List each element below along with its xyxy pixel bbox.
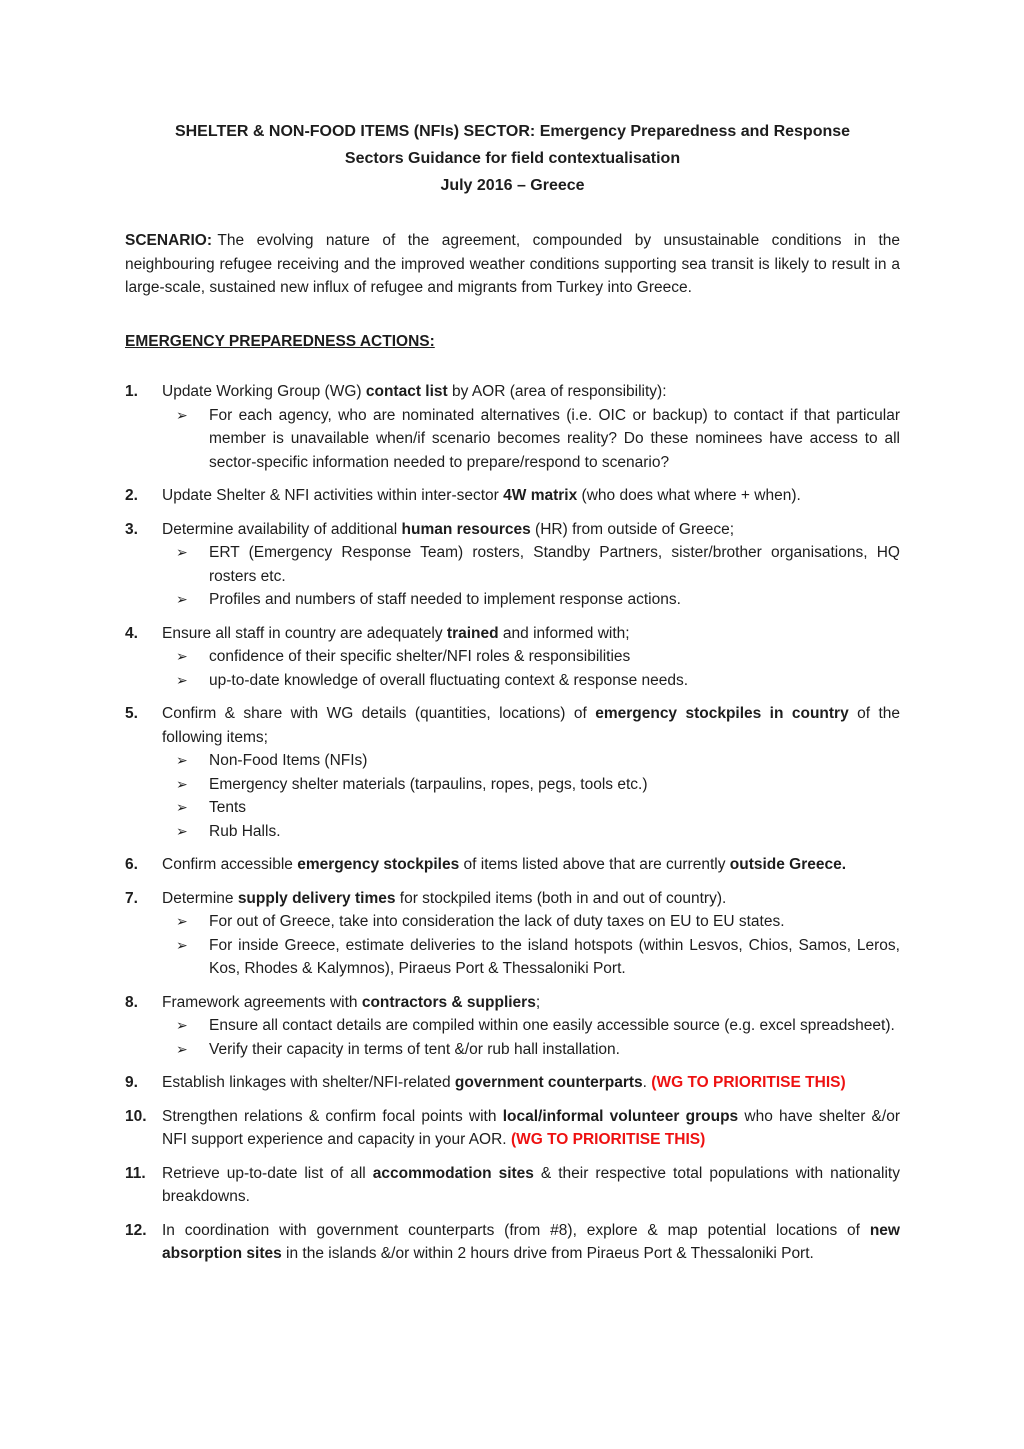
action-number: 2. [125, 487, 138, 504]
text-run: ; [535, 993, 541, 1011]
bullet-item [176, 645, 900, 669]
text-run: of items listed above that are currently [459, 856, 730, 873]
action-body [162, 518, 900, 612]
arrowhead-right-icon: ➢ [176, 1017, 188, 1033]
action-item [125, 484, 900, 508]
bullet-text: For each agency, who are nominated alternatives (i.e. OIC or backup) to contact if that particular member is unavailable when/if scenario becomes reality? Do these nominees have access to all sector-specific information needed to prepare/respond to scenario? [209, 406, 900, 471]
action-number: 1. [125, 383, 138, 400]
action-text [162, 380, 900, 404]
text-run: supply delivery times [237, 889, 396, 907]
action-body [162, 1071, 900, 1095]
bullet-text: Ensure all contact details are compiled within one easily accessible source (e.g. excel spreadsheet). [209, 1017, 895, 1034]
action-body [162, 853, 900, 877]
bullet-item [176, 820, 900, 844]
arrowhead-right-icon: ➢ [176, 752, 188, 768]
action-number: 8. [125, 993, 138, 1011]
action-item [125, 1105, 900, 1152]
bullet-item [176, 1014, 900, 1038]
bullet-item [176, 910, 900, 934]
text-run: . [642, 1074, 652, 1091]
text-run: by AOR (area of responsibility): [447, 383, 667, 400]
text-run: new absorption sites [162, 1221, 900, 1262]
action-number: 12. [125, 1221, 147, 1239]
text-run: who have shelter &/or NFI support experience and capacity in your AOR. [162, 1107, 900, 1148]
action-item [125, 853, 900, 877]
bullet-text: up-to-date knowledge of overall fluctuating context & response needs. [209, 671, 689, 689]
action-number: 11. [125, 1164, 146, 1182]
text-run: trained [446, 624, 499, 642]
section-heading: EMERGENCY PREPAREDNESS ACTIONS: [125, 332, 435, 350]
text-run: Update Shelter & NFI activities within inter-sector [162, 487, 504, 504]
arrowhead-right-icon: ➢ [176, 406, 188, 423]
title-block [125, 118, 900, 199]
action-body [162, 702, 900, 843]
bullet-item [176, 934, 900, 981]
action-number: 7. [125, 889, 138, 907]
priority-note: (WG TO PRIORITISE THIS) [510, 1131, 706, 1148]
bullet-item [176, 773, 900, 797]
text-run: Framework agreements with [162, 993, 362, 1011]
document-title-line-3: July 2016 – Greece [440, 177, 585, 194]
action-number: 9. [125, 1074, 138, 1091]
text-run: & their respective total populations with nationality breakdowns. [162, 1164, 900, 1205]
action-item [125, 991, 900, 1062]
text-run: Confirm & share with WG details (quantities, locations) of [162, 705, 596, 722]
text-run: in the islands &/or within 2 hours drive from Piraeus Port & Thessaloniki Port. [281, 1245, 814, 1262]
text-run: for stockpiled items (both in and out of country). [395, 889, 727, 907]
action-item [125, 1162, 900, 1209]
actions-list [125, 380, 900, 1266]
scenario-label: SCENARIO: [125, 232, 212, 249]
action-body [162, 622, 900, 693]
text-run: Update Working Group (WG) [162, 383, 366, 400]
action-item [125, 622, 900, 693]
action-item [125, 380, 900, 474]
bullet-item [176, 669, 900, 693]
action-item [125, 887, 900, 981]
action-number: 6. [125, 856, 138, 873]
action-text [162, 1219, 900, 1266]
action-text [162, 622, 900, 646]
text-run: (who does what where + when). [577, 487, 801, 504]
action-item [125, 518, 900, 612]
document-title-line-2: Sectors Guidance for field contextualisation [344, 150, 681, 167]
action-body [162, 1162, 900, 1209]
text-run: (HR) from outside of Greece; [530, 520, 735, 538]
bullet-text: Emergency shelter materials (tarpaulins, ropes, pegs, tools etc.) [209, 775, 648, 793]
arrowhead-right-icon: ➢ [176, 775, 188, 792]
text-run: Retrieve up-to-date list of all [162, 1164, 373, 1182]
bullet-text: For inside Greece, estimate deliveries to the island hotspots (within Lesvos, Chios, Samos, Leros, Kos, Rhodes & Kalymnos), Piraeus Port & Thessaloniki Port. [209, 936, 900, 977]
bullet-item [176, 1038, 900, 1062]
text-run: government counterparts [454, 1074, 643, 1091]
action-text [162, 484, 900, 508]
arrowhead-right-icon: ➢ [176, 936, 188, 953]
arrowhead-right-icon: ➢ [176, 799, 188, 815]
text-run: Establish linkages with shelter/NFI-related [162, 1074, 455, 1091]
scenario-paragraph [125, 229, 900, 300]
document-title-line-1: SHELTER & NON-FOOD ITEMS (NFIs) SECTOR: Emergency Preparedness and Response [174, 123, 851, 140]
bullet-item [176, 541, 900, 588]
action-text [162, 1105, 900, 1152]
text-run: and informed with; [498, 624, 630, 642]
text-run: accommodation sites [372, 1164, 534, 1182]
action-text [162, 518, 900, 542]
bullet-text: Profiles and numbers of staff needed to implement response actions. [209, 591, 681, 608]
action-body [162, 1105, 900, 1152]
action-item [125, 1071, 900, 1095]
action-body [162, 380, 900, 474]
arrowhead-right-icon: ➢ [176, 544, 188, 560]
action-item [125, 702, 900, 843]
arrowhead-right-icon: ➢ [176, 822, 188, 839]
text-run: of the following items; [162, 705, 901, 746]
priority-note: (WG TO PRIORITISE THIS) [651, 1074, 846, 1091]
action-text [162, 853, 900, 877]
text-run: human resources [401, 520, 531, 538]
arrowhead-right-icon: ➢ [176, 591, 188, 607]
arrowhead-right-icon: ➢ [176, 648, 188, 664]
bullet-item [176, 588, 900, 612]
arrowhead-right-icon: ➢ [176, 1040, 188, 1057]
bullet-text: Non-Food Items (NFIs) [209, 752, 368, 769]
action-number: 5. [125, 705, 138, 722]
text-run: outside Greece. [729, 856, 847, 873]
text-run: emergency stockpiles [297, 856, 460, 873]
arrowhead-right-icon: ➢ [176, 671, 188, 688]
action-item [125, 1219, 900, 1266]
arrowhead-right-icon: ➢ [176, 913, 188, 929]
action-text [162, 991, 900, 1015]
text-run: Determine availability of additional [162, 520, 402, 538]
scenario-text: The evolving nature of the agreement, compounded by unsustainable conditions in the neighbouring refugee receiving and the improved weather conditions supporting sea transit is likely to result in a large-scale, sustained new influx of refugee and migrants from Turkey into Greece. [125, 232, 900, 296]
bullet-item [176, 404, 900, 475]
action-body [162, 991, 900, 1062]
text-run: Ensure all staff in country are adequately [162, 624, 447, 642]
bullet-text: Verify their capacity in terms of tent &/or rub hall installation. [209, 1040, 620, 1058]
bullet-text: For out of Greece, take into consideration the lack of duty taxes on EU to EU states. [209, 913, 785, 930]
text-run: emergency stockpiles in country [595, 705, 849, 722]
bullet-text: Rub Halls. [209, 822, 281, 840]
text-run: Strengthen relations & confirm focal points with [162, 1107, 503, 1125]
action-text [162, 702, 900, 749]
bullet-text: ERT (Emergency Response Team) rosters, Standby Partners, sister/brother organisations, HQ rosters etc. [209, 544, 900, 585]
bullet-item [176, 796, 900, 820]
text-run: contractors & suppliers [361, 993, 536, 1011]
bullet-item [176, 749, 900, 773]
action-number: 3. [125, 520, 138, 538]
action-body [162, 1219, 900, 1266]
text-run: Confirm accessible [162, 856, 298, 873]
action-body [162, 484, 900, 508]
text-run: local/informal volunteer groups [502, 1107, 739, 1125]
action-text [162, 887, 900, 911]
action-text [162, 1162, 900, 1209]
text-run: 4W matrix [503, 487, 578, 504]
action-number: 10. [125, 1107, 147, 1125]
text-run: contact list [365, 383, 448, 400]
text-run: Determine [162, 889, 238, 907]
action-body [162, 887, 900, 981]
bullet-text: confidence of their specific shelter/NFI roles & responsibilities [209, 648, 631, 665]
action-text [162, 1071, 900, 1095]
bullet-text: Tents [209, 799, 247, 816]
action-number: 4. [125, 624, 138, 642]
text-run: In coordination with government counterparts (from #8), explore & map potential locations of [162, 1221, 870, 1239]
